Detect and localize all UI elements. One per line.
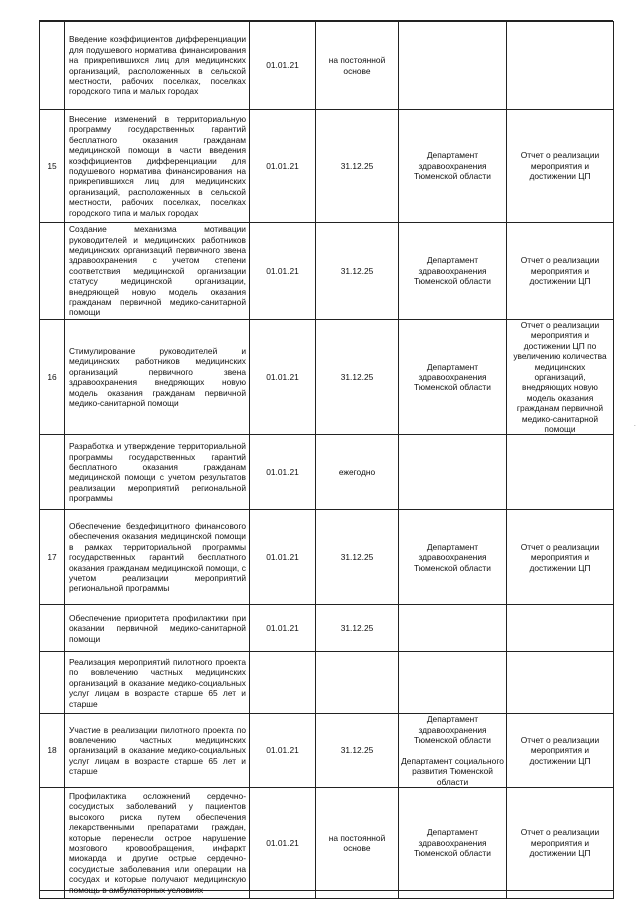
row-number: 15 (40, 110, 65, 223)
end-date-cell: 31.12.25 (316, 223, 399, 320)
start-date-cell: 01.01.21 (250, 110, 316, 223)
row-number (40, 22, 65, 110)
table-row (40, 320, 614, 435)
row-number: 18 (40, 714, 65, 787)
result-cell (507, 605, 614, 652)
result-cell: Отчет о реализации мероприятия и достижении ЦП (507, 110, 614, 223)
table-row (40, 110, 614, 223)
row-number: 16 (40, 320, 65, 435)
responsible-cell (399, 110, 507, 223)
row-number (40, 435, 65, 510)
result-cell (507, 22, 614, 110)
responsible-cell (399, 435, 507, 510)
start-date-cell: 01.01.21 (250, 714, 316, 787)
scan-margin-mark: · (633, 422, 636, 430)
end-date-cell: 31.12.25 (316, 110, 399, 223)
table-row (40, 510, 614, 605)
table-row (40, 22, 614, 110)
end-date-cell: 31.12.25 (316, 714, 399, 787)
table-row (40, 435, 614, 510)
responsible-cell (399, 787, 507, 898)
end-date-cell: 31.12.25 (316, 320, 399, 435)
result-cell (507, 435, 614, 510)
result-cell: Отчет о реализации мероприятия и достижении ЦП (507, 714, 614, 787)
start-date-cell: 01.01.21 (250, 22, 316, 110)
start-date-cell (250, 652, 316, 714)
end-date-cell: 31.12.25 (316, 510, 399, 605)
responsible-department: Департамент здравоохранения Тюменской области (414, 541, 491, 573)
row-number (40, 223, 65, 320)
table-row (40, 223, 614, 320)
row-number (40, 652, 65, 714)
end-date-cell: на постоянной основе (316, 787, 399, 898)
row-number: 17 (40, 510, 65, 605)
table-row (40, 787, 614, 898)
start-date-cell: 01.01.21 (250, 223, 316, 320)
table-row (40, 652, 614, 714)
responsible-cell (399, 714, 507, 787)
responsible-cell (399, 320, 507, 435)
responsible-department: Департамент здравоохранения Тюменской области (414, 827, 491, 859)
start-date-cell: 01.01.21 (250, 435, 316, 510)
result-cell (507, 652, 614, 714)
end-date-cell: ежегодно (316, 435, 399, 510)
responsible-cell (399, 652, 507, 714)
activity-cell: Введение коэффициентов дифференциации для подушевого норматива финансирования на прикрепившихся лиц для медицинских организаций, расположенных в сельской местности, рабочих поселках, поселках городского типа и малых городах (65, 22, 250, 110)
activity-cell: Профилактика осложнений сердечно-сосудистых заболеваний у пациентов высокого риска путем обеспечения лекарственными препаратами граждан, которые перенесли острое нарушение мозгового кровообращения, инфаркт миокарда и другие острые сердечно-сосудистые заболевания или операции на сосудах и которые получают медицинскую помощь в амбулаторных условиях (65, 787, 250, 898)
activity-cell: Стимулирование руководителей и медицинских работников медицинских организаций первичного звена здравоохранения внедряющих новую модель оказания гражданам первичной медико-санитарной помощи (65, 320, 250, 435)
responsible-department: Департамент здравоохранения Тюменской области (414, 255, 491, 287)
start-date-cell: 01.01.21 (250, 787, 316, 898)
result-cell: Отчет о реализации мероприятия и достижении ЦП (507, 787, 614, 898)
activity-cell: Обеспечение приоритета профилактики при оказании первичной медико-санитарной помощи (65, 605, 250, 652)
start-date-cell: 01.01.21 (250, 605, 316, 652)
table-body (40, 22, 614, 899)
activity-cell: Внесение изменений в территориальную программу государственных гарантий бесплатного оказания гражданам медицинской помощи в части введения коэффициентов дифференциации для подушевого норматива финансирования на прикрепившихся лиц для медицинских организаций, расположенных в сельской местности, рабочих поселках, поселках городского типа и малых городах (65, 110, 250, 223)
result-cell: Отчет о реализации мероприятия и достижении ЦП (507, 510, 614, 605)
start-date-cell: 01.01.21 (250, 510, 316, 605)
start-date-cell: 01.01.21 (250, 320, 316, 435)
end-date-cell: 31.12.25 (316, 605, 399, 652)
responsible-cell (399, 510, 507, 605)
result-cell: Отчет о реализации мероприятия и достижении ЦП (507, 223, 614, 320)
activity-cell: Реализация мероприятий пилотного проекта по вовлечению частных медицинских организаций в оказание медико-социальных услуг лицам в возрасте старше 65 лет и старше (65, 652, 250, 714)
activity-cell: Создание механизма мотивации руководителей и медицинских работников медицинских организаций первичного звена здравоохранения с учетом степени соответствия медицинской организации статусу медицинской организации, внедряющей новую модель оказания гражданам первичной медико-санитарной помощи (65, 223, 250, 320)
responsible-cell (399, 22, 507, 110)
responsible-department: Департамент здравоохранения Тюменской области (414, 714, 491, 746)
responsible-department: Департамент здравоохранения Тюменской области (414, 361, 491, 393)
activity-cell: Обеспечение бездефицитного финансового обеспечения оказания медицинской помощи в рамках территориальной программы государственных гарантий бесплатного оказания гражданам медицинской помощи, с учетом реализации мероприятий региональной программы (65, 510, 250, 605)
activity-cell: Разработка и утверждение территориальной программы государственных гарантий бесплатного оказания гражданам медицинской помощи с учетом результатов реализации мероприятий региональной программы (65, 435, 250, 510)
responsible-department: Департамент социального развития Тюменской области (401, 755, 504, 787)
responsible-cell (399, 605, 507, 652)
table-row (40, 605, 614, 652)
result-cell: Отчет о реализации мероприятия и достижении ЦП по увеличению количества медицинских организаций, внедряющих новую модель оказания гражданам первичной медико-санитарной помощи (507, 320, 614, 435)
document-page (39, 20, 613, 895)
end-date-cell: на постоянной основе (316, 22, 399, 110)
activity-cell: Участие в реализации пилотного проекта по вовлечению частных медицинских организаций в оказание медико-социальных услуг лицам в возрасте старше 65 лет и старше (65, 714, 250, 787)
responsible-department: Департамент здравоохранения Тюменской области (414, 150, 491, 182)
row-number (40, 787, 65, 898)
end-date-cell (316, 652, 399, 714)
responsible-cell (399, 223, 507, 320)
measures-table (39, 21, 614, 899)
table-row (40, 714, 614, 787)
row-number (40, 605, 65, 652)
